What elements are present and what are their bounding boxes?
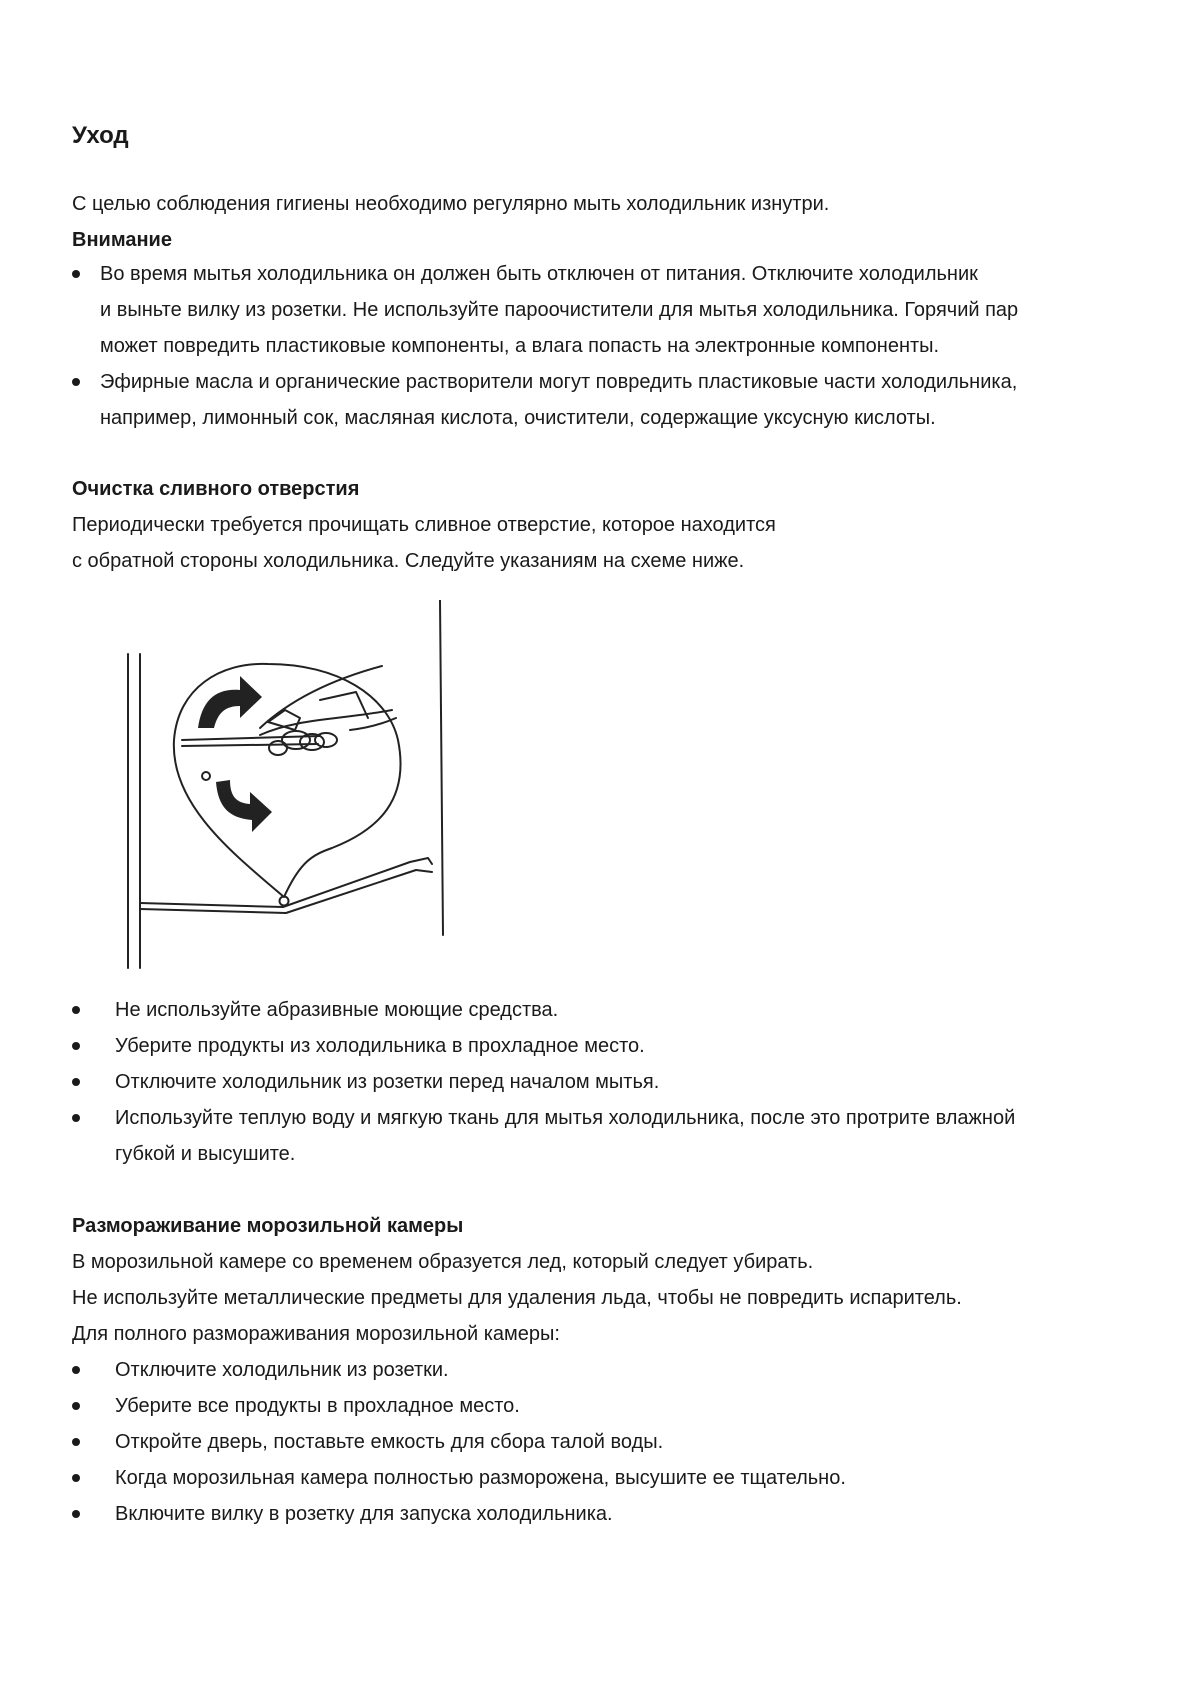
defrost-step-4: Когда морозильная камера полностью разморожена, высушите ее тщательно. — [115, 1467, 846, 1489]
bullet-icon — [72, 1042, 80, 1050]
arrow-down-icon — [216, 780, 272, 832]
warning-1-line-2: и выньте вилку из розетки. Не используйте пароочистители для мытья холодильника. Горячий пар — [100, 299, 1019, 321]
warning-2-line-2: например, лимонный сок, масляная кислота, очистители, содержащие уксусную кислоты. — [100, 407, 936, 429]
care-title: Уход — [72, 122, 129, 149]
tip-4-line-1: Используйте теплую воду и мягкую ткань для мытья холодильника, после это протрите влажной — [115, 1107, 1016, 1129]
hand-finger — [269, 741, 287, 755]
warning-2-line-1: Эфирные масла и органические растворители могут повредить пластиковые части холодильника, — [100, 371, 1018, 393]
bullet-icon — [72, 1474, 80, 1482]
defrost-step-1: Отключите холодильник из розетки. — [115, 1359, 449, 1381]
hand-sleeve — [260, 666, 382, 728]
arrow-up-icon — [198, 676, 262, 728]
drain-text-line-2: с обратной стороны холодильника. Следуйте указаниям на схеме ниже. — [72, 550, 745, 572]
hand-finger — [315, 733, 337, 747]
hand-shape — [350, 718, 396, 730]
defrost-step-3: Откройте дверь, поставьте емкость для сбора талой воды. — [115, 1431, 664, 1453]
drain-text-line-1: Периодически требуется прочищать сливное отверстие, которое находится — [72, 514, 776, 536]
bullet-icon — [72, 1438, 80, 1446]
cleaning-tool — [182, 736, 320, 740]
hand-shape — [268, 710, 300, 730]
tip-2: Уберите продукты из холодильника в прохладное место. — [115, 1035, 645, 1057]
bullet-icon — [72, 1006, 80, 1014]
defrost-text-line-1: В морозильной камере со временем образуется лед, который следует убирать. — [72, 1251, 814, 1273]
bullet-icon — [72, 1366, 80, 1374]
defrost-step-5: Включите вилку в розетку для запуска холодильника. — [115, 1503, 613, 1525]
warning-1-line-3: может повредить пластиковые компоненты, а влага попасть на электронные компоненты. — [100, 335, 940, 357]
tip-4-line-2: губкой и высушите. — [115, 1143, 296, 1165]
bullet-icon — [72, 1078, 80, 1086]
defrost-text-line-2: Не используйте металлические предметы для удаления льда, чтобы не повредить испаритель. — [72, 1287, 962, 1309]
cleaning-tool — [182, 744, 318, 746]
debris — [202, 772, 210, 780]
care-intro: С целью соблюдения гигиены необходимо регулярно мыть холодильник изнутри. — [72, 193, 830, 215]
bullet-icon — [72, 378, 80, 386]
tip-3: Отключите холодильник из розетки перед началом мытья. — [115, 1071, 660, 1093]
drain-title: Очистка сливного отверстия — [72, 478, 360, 500]
defrost-text-line-3: Для полного размораживания морозильной камеры: — [72, 1323, 560, 1345]
drain-channel-line — [140, 858, 432, 907]
warning-title: Внимание — [72, 229, 172, 251]
bullet-icon — [72, 1510, 80, 1518]
bullet-icon — [72, 270, 80, 278]
defrost-title: Размораживание морозильной камеры — [72, 1215, 464, 1237]
warning-1-line-1: Во время мытья холодильника он должен быть отключен от питания. Отключите холодильник — [100, 263, 978, 285]
fridge-back-line — [440, 600, 443, 935]
defrost-step-2: Уберите все продукты в прохладное место. — [115, 1395, 520, 1417]
tip-1: Не используйте абразивные моющие средства. — [115, 999, 559, 1021]
bullet-icon — [72, 1114, 80, 1122]
drain-cleaning-diagram — [120, 600, 460, 972]
bullet-icon — [72, 1402, 80, 1410]
